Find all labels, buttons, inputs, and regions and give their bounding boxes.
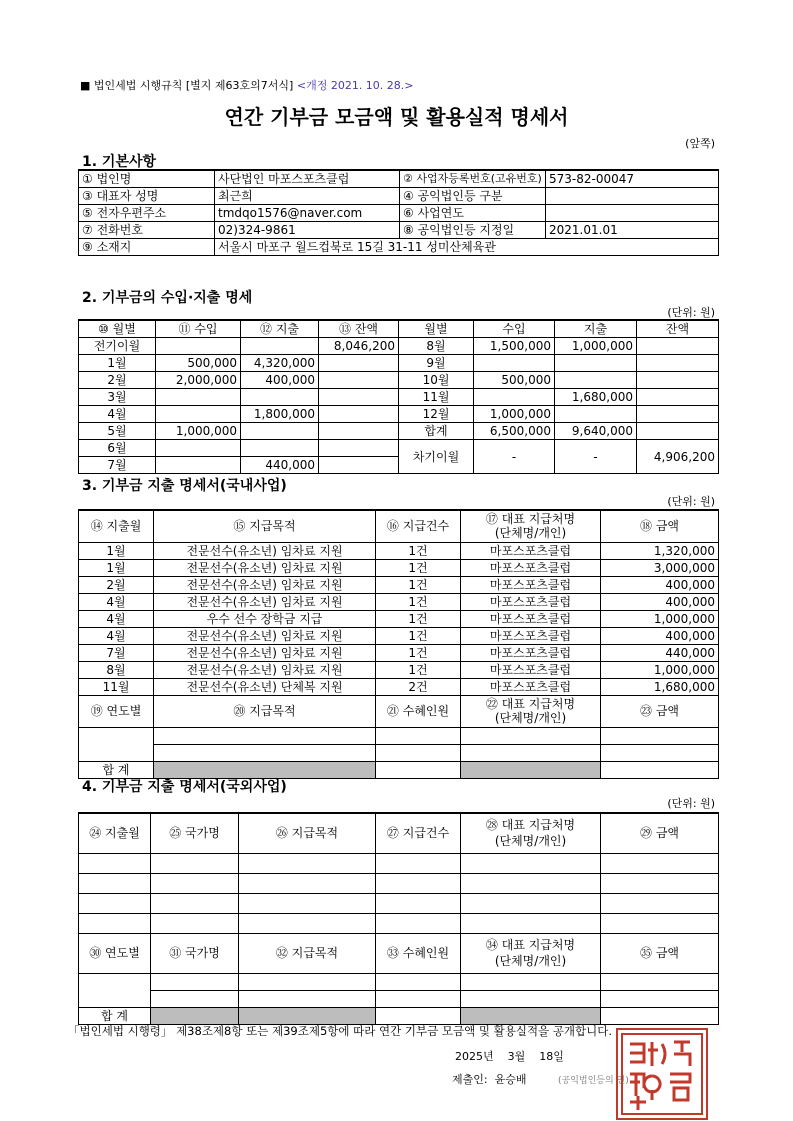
empty-cell bbox=[376, 973, 461, 990]
section-domestic-title: 3. 기부금 지출 명세서(국내사업) bbox=[82, 478, 287, 494]
total-expense-cell: 9,640,000 bbox=[555, 423, 637, 440]
section-income-title: 2. 기부금의 수입·지출 명세 bbox=[82, 290, 253, 306]
empty-cell bbox=[376, 853, 461, 873]
month-cell: 4월 bbox=[79, 406, 156, 423]
month-cell: 9월 bbox=[399, 355, 474, 372]
income-row bbox=[79, 389, 719, 406]
col-recipient bbox=[461, 813, 601, 853]
domestic-row bbox=[79, 542, 719, 559]
col-amount: ⑱ 금액 bbox=[601, 510, 719, 542]
expense-cell bbox=[555, 406, 637, 423]
submitter: 제출인: 윤승배 bbox=[452, 1073, 527, 1086]
label-address: ⑨ 소재지 bbox=[79, 239, 215, 256]
count-cell: 2건 bbox=[376, 678, 461, 695]
empty-cell bbox=[239, 990, 376, 1007]
col-month-2: 월별 bbox=[399, 320, 474, 338]
purpose-cell: 전문선수(유소년) 임차료 지원 bbox=[154, 661, 376, 678]
empty-cell bbox=[461, 873, 601, 893]
value-address: 서울시 마포구 월드컵북로 15길 31-11 성미산체육관 bbox=[215, 239, 719, 256]
empty-cell bbox=[239, 973, 376, 990]
value-fiscal-year bbox=[546, 205, 719, 222]
balance-cell bbox=[637, 389, 719, 406]
month-cell: 8월 bbox=[79, 661, 154, 678]
purpose-cell: 전문선수(유소년) 임차료 지원 bbox=[154, 576, 376, 593]
amount-cell: 1,000,000 bbox=[601, 610, 719, 627]
total-label: 합 계 bbox=[79, 761, 154, 778]
expense-cell bbox=[241, 423, 319, 440]
total-income-cell: 6,500,000 bbox=[474, 423, 555, 440]
gray-cell bbox=[461, 761, 601, 778]
empty-cell bbox=[151, 853, 239, 873]
col-count: ⑯ 지급건수 bbox=[376, 510, 461, 542]
recipient-header-line1: ⑰ 대표 지급처명 bbox=[485, 512, 576, 527]
foreign-row bbox=[79, 913, 719, 933]
col-recipient-yearly bbox=[461, 933, 601, 973]
col-expense-month: ⑭ 지출월 bbox=[79, 510, 154, 542]
domestic-table bbox=[78, 509, 719, 779]
foreign-row bbox=[79, 853, 719, 873]
month-cell: 1월 bbox=[79, 542, 154, 559]
recipient-cell: 마포스포츠클럽 bbox=[461, 661, 601, 678]
purpose-cell: 전문선수(유소년) 단체복 지원 bbox=[154, 678, 376, 695]
balance-cell bbox=[319, 389, 399, 406]
expense-cell: 1,800,000 bbox=[241, 406, 319, 423]
empty-cell bbox=[601, 990, 719, 1007]
empty-cell bbox=[79, 893, 151, 913]
amount-cell: 440,000 bbox=[601, 644, 719, 661]
recipient-yearly-line2: (단체명/개인) bbox=[494, 954, 567, 968]
empty-cell bbox=[151, 990, 239, 1007]
page-side-label: (앞쪽) bbox=[685, 137, 715, 150]
empty-cell bbox=[601, 913, 719, 933]
empty-cell bbox=[151, 893, 239, 913]
income-row bbox=[79, 355, 719, 372]
income-row bbox=[79, 406, 719, 423]
month-cell: 7월 bbox=[79, 457, 156, 474]
col-recipient-yearly bbox=[461, 695, 601, 727]
empty-cell bbox=[461, 744, 601, 761]
col-amount-yearly: ㉟ 금액 bbox=[601, 933, 719, 973]
empty-cell bbox=[376, 761, 461, 778]
foreign-row bbox=[79, 893, 719, 913]
gray-cell bbox=[239, 1007, 376, 1024]
empty-cell bbox=[239, 913, 376, 933]
expense-cell bbox=[241, 338, 319, 355]
empty-cell bbox=[601, 744, 719, 761]
recipient-cell: 마포스포츠클럽 bbox=[461, 644, 601, 661]
purpose-cell: 전문선수(유소년) 임차료 지원 bbox=[154, 559, 376, 576]
col-country: ㉕ 국가명 bbox=[151, 813, 239, 853]
expense-cell: 440,000 bbox=[241, 457, 319, 474]
value-public-type bbox=[546, 188, 719, 205]
empty-cell bbox=[376, 1007, 461, 1024]
value-email: tmdqo1576@naver.com bbox=[215, 205, 400, 222]
foreign-header-row bbox=[79, 813, 719, 853]
month-cell: 8월 bbox=[399, 338, 474, 355]
recipient-cell: 마포스포츠클럽 bbox=[461, 559, 601, 576]
col-year: ㉚ 연도별 bbox=[79, 933, 151, 973]
empty-cell bbox=[239, 893, 376, 913]
income-cell bbox=[156, 457, 241, 474]
amount-cell: 1,680,000 bbox=[601, 678, 719, 695]
income-cell: 500,000 bbox=[156, 355, 241, 372]
count-cell: 1건 bbox=[376, 661, 461, 678]
recipient-header-line1: ㉘ 대표 지급처명 bbox=[485, 818, 576, 833]
col-amount-yearly: ㉓ 금액 bbox=[601, 695, 719, 727]
foreign-row bbox=[79, 873, 719, 893]
purpose-cell: 전문선수(유소년) 임차료 지원 bbox=[154, 593, 376, 610]
col-month: ⑩ 월별 bbox=[79, 320, 156, 338]
basic-row bbox=[79, 222, 719, 239]
basic-row bbox=[79, 188, 719, 205]
empty-cell bbox=[376, 913, 461, 933]
empty-cell bbox=[79, 873, 151, 893]
empty-cell bbox=[601, 873, 719, 893]
recipient-cell: 마포스포츠클럽 bbox=[461, 593, 601, 610]
label-corp-name: ① 법인명 bbox=[79, 170, 215, 188]
section-basic-title: 1. 기본사항 bbox=[82, 154, 157, 170]
domestic-row bbox=[79, 627, 719, 644]
recipient-yearly-line1: ㉒ 대표 지급처명 bbox=[485, 697, 576, 711]
amount-cell: 400,000 bbox=[601, 593, 719, 610]
expense-cell: 4,320,000 bbox=[241, 355, 319, 372]
income-row bbox=[79, 372, 719, 389]
empty-cell bbox=[376, 893, 461, 913]
disclosure-statement: 「법인세법 시행령」 제38조제8항 또는 제39조제5항에 따라 연간 기부금 모금액 및 활용실적을 공개합니다. bbox=[68, 1024, 613, 1038]
carry-over-label: 차기이월 bbox=[399, 440, 474, 474]
label-phone: ⑦ 전화번호 bbox=[79, 222, 215, 239]
label-public-type: ④ 공익법인등 구분 bbox=[400, 188, 546, 205]
col-country-yearly: ㉛ 국가명 bbox=[151, 933, 239, 973]
domestic-row bbox=[79, 610, 719, 627]
empty-cell bbox=[376, 727, 461, 744]
basic-info-table bbox=[78, 169, 719, 256]
income-cell bbox=[156, 440, 241, 457]
empty-cell bbox=[154, 727, 376, 744]
income-table bbox=[78, 319, 719, 474]
count-cell: 1건 bbox=[376, 559, 461, 576]
domestic-row bbox=[79, 559, 719, 576]
income-cell bbox=[156, 389, 241, 406]
foreign-yearly-row bbox=[79, 990, 719, 1007]
domestic-yearly-row bbox=[79, 727, 719, 744]
count-cell: 1건 bbox=[376, 627, 461, 644]
balance-cell bbox=[637, 338, 719, 355]
total-label-cell: 합계 bbox=[399, 423, 474, 440]
empty-cell bbox=[376, 744, 461, 761]
col-year: ⑲ 연도별 bbox=[79, 695, 154, 727]
recipient-header-line2: (단체명/개인) bbox=[494, 834, 567, 849]
empty-cell bbox=[79, 727, 154, 761]
purpose-cell: 전문선수(유소년) 임차료 지원 bbox=[154, 627, 376, 644]
month-cell: 11월 bbox=[79, 678, 154, 695]
label-fiscal-year: ⑥ 사업연도 bbox=[400, 205, 546, 222]
income-cell: 500,000 bbox=[474, 372, 555, 389]
carry-over-income: - bbox=[474, 440, 555, 474]
col-expense-month: ㉔ 지출월 bbox=[79, 813, 151, 853]
month-cell: 2월 bbox=[79, 576, 154, 593]
expense-cell bbox=[555, 355, 637, 372]
empty-cell bbox=[239, 873, 376, 893]
empty-cell bbox=[601, 1007, 719, 1024]
col-balance: ⑬ 잔액 bbox=[319, 320, 399, 338]
domestic-yearly-row bbox=[79, 744, 719, 761]
amount-cell: 3,000,000 bbox=[601, 559, 719, 576]
basic-row bbox=[79, 205, 719, 222]
label-designation-date: ⑧ 공익법인등 지정일 bbox=[400, 222, 546, 239]
col-amount: ㉙ 금액 bbox=[601, 813, 719, 853]
domestic-row bbox=[79, 661, 719, 678]
carry-over-balance: 4,906,200 bbox=[637, 440, 719, 474]
month-cell: 전기이월 bbox=[79, 338, 156, 355]
total-balance-cell bbox=[637, 423, 719, 440]
recipient-cell: 마포스포츠클럽 bbox=[461, 576, 601, 593]
month-cell: 4월 bbox=[79, 610, 154, 627]
domestic-unit: (단위: 원) bbox=[667, 495, 715, 508]
month-cell: 1월 bbox=[79, 355, 156, 372]
balance-cell bbox=[319, 406, 399, 423]
domestic-row bbox=[79, 678, 719, 695]
count-cell: 1건 bbox=[376, 593, 461, 610]
empty-cell bbox=[79, 913, 151, 933]
income-cell: 2,000,000 bbox=[156, 372, 241, 389]
purpose-cell: 전문선수(유소년) 임차료 지원 bbox=[154, 542, 376, 559]
empty-cell bbox=[601, 761, 719, 778]
domestic-yearly-header-row bbox=[79, 695, 719, 727]
expense-cell: 400,000 bbox=[241, 372, 319, 389]
month-cell: 4월 bbox=[79, 627, 154, 644]
month-cell: 11월 bbox=[399, 389, 474, 406]
recipient-cell: 마포스포츠클럽 bbox=[461, 610, 601, 627]
entity-seal-note: (공익법인등의 인) bbox=[558, 1076, 629, 1086]
domestic-row bbox=[79, 644, 719, 661]
balance-cell bbox=[319, 372, 399, 389]
gray-cell bbox=[151, 1007, 239, 1024]
income-cell bbox=[156, 338, 241, 355]
balance-cell bbox=[637, 372, 719, 389]
empty-cell bbox=[461, 973, 601, 990]
amount-cell: 1,000,000 bbox=[601, 661, 719, 678]
foreign-yearly-row bbox=[79, 973, 719, 990]
page-title: 연간 기부금 모금액 및 활용실적 명세서 bbox=[224, 105, 569, 129]
empty-cell bbox=[461, 893, 601, 913]
income-row bbox=[79, 338, 719, 355]
recipient-cell: 마포스포츠클럽 bbox=[461, 542, 601, 559]
month-cell: 2월 bbox=[79, 372, 156, 389]
recipient-yearly-line2: (단체명/개인) bbox=[494, 711, 567, 725]
amount-cell: 400,000 bbox=[601, 627, 719, 644]
expense-cell bbox=[555, 372, 637, 389]
expense-cell bbox=[241, 389, 319, 406]
gray-cell bbox=[461, 1007, 601, 1024]
col-income-2: 수입 bbox=[474, 320, 555, 338]
income-cell: 1,500,000 bbox=[474, 338, 555, 355]
count-cell: 1건 bbox=[376, 644, 461, 661]
month-cell: 4월 bbox=[79, 593, 154, 610]
purpose-cell: 전문선수(유소년) 임차료 지원 bbox=[154, 644, 376, 661]
col-beneficiaries: ㉝ 수혜인원 bbox=[376, 933, 461, 973]
month-cell: 6월 bbox=[79, 440, 156, 457]
value-corp-name: 사단법인 마포스포츠클럽 bbox=[215, 170, 400, 188]
recipient-cell: 마포스포츠클럽 bbox=[461, 678, 601, 695]
empty-cell bbox=[601, 893, 719, 913]
empty-cell bbox=[601, 973, 719, 990]
expense-cell: 1,680,000 bbox=[555, 389, 637, 406]
balance-cell: 8,046,200 bbox=[319, 338, 399, 355]
amount-cell: 400,000 bbox=[601, 576, 719, 593]
foreign-table bbox=[78, 812, 719, 1025]
value-business-number: 573-82-00047 bbox=[546, 170, 719, 188]
balance-cell bbox=[319, 423, 399, 440]
col-purpose-yearly: ㉜ 지급목적 bbox=[239, 933, 376, 973]
empty-cell bbox=[601, 727, 719, 744]
basic-row bbox=[79, 170, 719, 188]
empty-cell bbox=[461, 727, 601, 744]
col-purpose-yearly: ⑳ 지급목적 bbox=[154, 695, 376, 727]
col-expense-2: 지출 bbox=[555, 320, 637, 338]
foreign-total-row bbox=[79, 1007, 719, 1024]
empty-cell bbox=[461, 990, 601, 1007]
empty-cell bbox=[376, 873, 461, 893]
balance-cell bbox=[319, 440, 399, 457]
empty-cell bbox=[154, 744, 376, 761]
value-phone: 02)324-9861 bbox=[215, 222, 400, 239]
empty-cell bbox=[376, 990, 461, 1007]
month-cell: 10월 bbox=[399, 372, 474, 389]
section-foreign-title: 4. 기부금 지출 명세서(국외사업) bbox=[82, 779, 287, 795]
expense-cell: 1,000,000 bbox=[555, 338, 637, 355]
submission-date: 2025년 3월 18일 bbox=[455, 1050, 564, 1063]
label-business-number: ② 사업자등록번호(고유번호) bbox=[400, 170, 546, 188]
count-cell: 1건 bbox=[376, 610, 461, 627]
month-cell: 5월 bbox=[79, 423, 156, 440]
carry-over-expense: - bbox=[555, 440, 637, 474]
col-income: ⑪ 수입 bbox=[156, 320, 241, 338]
month-cell: 12월 bbox=[399, 406, 474, 423]
empty-cell bbox=[79, 973, 151, 1007]
income-unit: (단위: 원) bbox=[667, 306, 715, 319]
purpose-cell: 우수 선수 장학금 지급 bbox=[154, 610, 376, 627]
col-count: ㉗ 지급건수 bbox=[376, 813, 461, 853]
income-row bbox=[79, 423, 719, 440]
domestic-header-row bbox=[79, 510, 719, 542]
balance-cell bbox=[319, 355, 399, 372]
col-balance-2: 잔액 bbox=[637, 320, 719, 338]
foreign-yearly-header-row bbox=[79, 933, 719, 973]
empty-cell bbox=[601, 853, 719, 873]
total-label: 합 계 bbox=[79, 1007, 151, 1024]
empty-cell bbox=[151, 913, 239, 933]
empty-cell bbox=[151, 973, 239, 990]
month-cell: 1월 bbox=[79, 559, 154, 576]
basic-row bbox=[79, 239, 719, 256]
col-expense: ⑫ 지출 bbox=[241, 320, 319, 338]
income-cell bbox=[156, 406, 241, 423]
col-purpose: ⑮ 지급목적 bbox=[154, 510, 376, 542]
label-email: ⑤ 전자우편주소 bbox=[79, 205, 215, 222]
balance-cell bbox=[319, 457, 399, 474]
recipient-cell: 마포스포츠클럽 bbox=[461, 627, 601, 644]
col-purpose: ㉖ 지급목적 bbox=[239, 813, 376, 853]
empty-cell bbox=[79, 853, 151, 873]
empty-cell bbox=[461, 853, 601, 873]
domestic-row bbox=[79, 576, 719, 593]
income-cell: 1,000,000 bbox=[156, 423, 241, 440]
empty-cell bbox=[151, 873, 239, 893]
label-representative: ③ 대표자 성명 bbox=[79, 188, 215, 205]
official-seal-stamp bbox=[616, 1028, 708, 1120]
count-cell: 1건 bbox=[376, 542, 461, 559]
month-cell: 7월 bbox=[79, 644, 154, 661]
month-cell: 3월 bbox=[79, 389, 156, 406]
balance-cell bbox=[637, 406, 719, 423]
income-cell: 1,000,000 bbox=[474, 406, 555, 423]
expense-cell bbox=[241, 440, 319, 457]
income-row bbox=[79, 440, 719, 457]
balance-cell bbox=[637, 355, 719, 372]
income-header-row bbox=[79, 320, 719, 338]
value-designation-date: 2021.01.01 bbox=[546, 222, 719, 239]
income-cell bbox=[474, 355, 555, 372]
domestic-row bbox=[79, 593, 719, 610]
amount-cell: 1,320,000 bbox=[601, 542, 719, 559]
empty-cell bbox=[461, 913, 601, 933]
recipient-header-line2: (단체명/개인) bbox=[494, 526, 567, 541]
recipient-yearly-line1: ㉞ 대표 지급처명 bbox=[485, 938, 576, 952]
form-reference: ■ 법인세법 시행규칙 [별지 제63호의7서식] <개정 2021. 10. 28.> bbox=[80, 79, 414, 92]
revision-note: <개정 2021. 10. 28.> bbox=[296, 79, 414, 92]
col-beneficiaries: ㉑ 수혜인원 bbox=[376, 695, 461, 727]
seal-pattern-icon bbox=[618, 1030, 706, 1118]
value-representative: 최근희 bbox=[215, 188, 400, 205]
foreign-unit: (단위: 원) bbox=[667, 797, 715, 810]
empty-cell bbox=[239, 853, 376, 873]
col-recipient bbox=[461, 510, 601, 542]
count-cell: 1건 bbox=[376, 576, 461, 593]
income-cell bbox=[474, 389, 555, 406]
